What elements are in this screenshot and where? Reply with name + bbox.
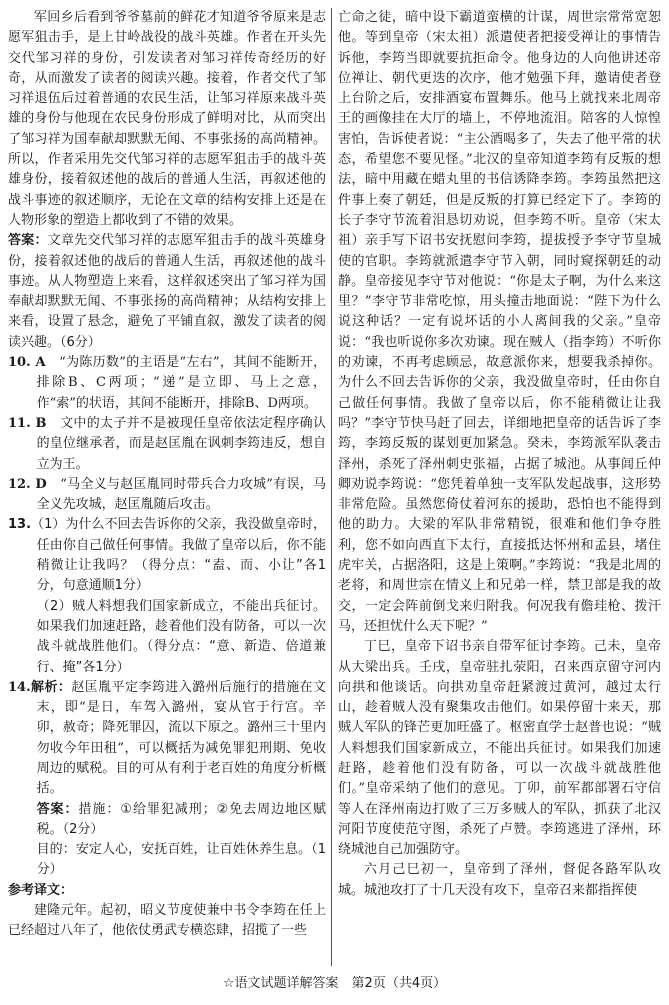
question-10-number: 10. A: [8, 355, 46, 371]
question-14-answer: [8, 800, 326, 841]
answer-label: 答案：: [8, 233, 48, 249]
left-column: [8, 8, 326, 942]
question-14-number: 14.: [8, 679, 31, 695]
question-11-text: 文中的太子并不是被现任皇帝依法定程序确认的皇位继承者，而是赵匡胤在讽刺李筠违反，想自立为王。: [36, 415, 326, 472]
question-13-number: 13.: [8, 517, 32, 533]
translation-paragraph-3: 六月己巳初一，皇帝到了泽州，督促各路军队攻城。城池攻打了十几天没有攻下，皇帝召来都指挥使: [338, 862, 661, 898]
column-divider: [331, 8, 332, 966]
question-14: [8, 678, 326, 800]
answer-text: 文章先交代邹习祥的志愿军狙击手的战斗英雄身份，接着叙述他的战后的普通人生活，再叙述他的战斗事迹。从人物塑造上来看，这样叙述突出了邹习祥为国奉献却默默无闻、不事张扬的高尚精神；从结构安排上来看，设置了悬念，避免了平铺直叙，激发了读者的阅读兴趣。（6分）: [8, 233, 326, 350]
reference-translation-title: 参考译文：: [8, 882, 74, 898]
question-13-part1: （1）为什么不回去告诉你的父亲，我没做皇帝时，任由你自己做任何事情。我做了皇帝以后，你不能稍微让让我吗？（得分点：“盍、而、小让”各1分，句意通顺1分）: [31, 517, 326, 594]
essay-analysis-paragraph: 军回乡后看到爷爷墓前的鲜花才知道爷爷原来是志愿军狙击手，是上甘岭战役的战斗英雄。作者在开头先交代邹习祥的身份，引发读者对邹习祥传奇经历的好奇，从而激发了读者的阅读兴趣。接着，作者交代了邹习祥退伍后过着普通的农民生活，让邹习祥原来战斗英雄的身份与他现在农民身份形成了鲜明对比，从而突出了邹习祥为国奉献却默默无闻、不事张扬的高尚精神。所以，作者采用先交代邹习祥的志愿军狙击手的战斗英雄身份，接着叙述他的战后的普通人生活，再叙述他的战斗事迹的叙述顺序，无论在文章的结构安排上还是在人物形象的塑造上都收到了不错的效果。: [8, 10, 326, 228]
question-10-text: “为陈历数”的主语是“左右”，其间不能断开，排除B、C两项；“递”是立即、马上之意，作“索”的状语，其间不能断开，排除B、D两项。: [36, 355, 326, 411]
translation-paragraph-1-continued: 亡命之徒，暗中设下霸道蛮横的计谋，周世宗常常宽恕他。等到皇帝（宋太祖）派遣使者把接受禅让的事情告诉他，李筠当即就要抗拒命令。他身边的人向他讲述帝位禅让、朝代更迭的次序，他才勉强下拜，邀请使者登上台阶之后，安排酒宴布置舞乐。他马上就找来北周帝王的画像挂在大厅的墙上，不停地流泪。陪客的人惊惶害怕，告诉使者说：“主公酒喝多了，失去了他平常的状态，希望您不要见怪。”北汉的皇帝知道李筠有反叛的想法，暗中用藏在蜡丸里的书信诱降李筠。李筠虽然把这件事上奏了朝廷，但是反叛的打算已经定下了。李筠的长子李守节流着泪恳切劝说，但李筠不听。皇帝（宋太祖）亲手写下诏书安抚慰问李筠，提拔授予李守节皇城使的官职。李筠就派遣李守节入朝，同时窥探朝廷的动静。皇帝接见李守节对他说：“你是太子啊，为什么来这里？”李守节非常吃惊，用头撞击地面说：“陛下为什么说这种话？一定有说坏话的小人离间我的父亲。”皇帝说：“我也听说你多次劝谏。现在贼人（指李筠）不听你的劝谏，不再考虑顾忌，故意派你来，想要我杀掉你。为什么不回去告诉你的父亲，我没做皇帝时，任由你自己做任何事情。我做了皇帝以后，你不能稍微让让我吗？”李守节快马赶了回去，详细地把皇帝的话告诉了李筠，李筠反叛的谋划更加紧急。癸未，李筠派军队袭击泽州，杀死了泽州刺史张福，占据了城池。从事闾丘仲卿劝说李筠说：“您凭着单独一支军队发起战事，这形势非常危险。虽然您倚仗着河东的援助，恐怕也不能得到他的助力。大梁的军队非常精锐，很难和他们争夺胜利，您不如向西直下太行，直接抵达怀州和孟县，堵住虎牢关，占据洛阳，这是上策啊。”李筠说：“我是北周的老将，和周世宗在情义上和兄弟一样，禁卫部是我的故交，一定会阵前倒戈来归附我。何况我有儋珪枪、拨汗马，还担忧什么天下呢？”: [338, 10, 661, 634]
analysis-label: 解析：: [30, 679, 72, 695]
question-12: [8, 475, 326, 516]
question-11: [8, 414, 326, 475]
right-column: [338, 8, 661, 901]
question-12-text: “马全义与赵匡胤同时带兵合力攻城”有误，马全义先攻城，赵匡胤随后攻击。: [36, 476, 326, 513]
answer-block: [8, 231, 326, 353]
question-10: [8, 353, 326, 414]
page-footer: ☆语文试题详解答案 第2页（共4页）: [222, 976, 447, 991]
question-14-answer-text: 措施：①给罪犯减刑；②免去周边地区赋税。（2分）: [36, 801, 326, 837]
question-12-number: 12. D: [8, 476, 47, 492]
question-11-number: 11. B: [8, 415, 47, 431]
question-13-part2: （2）贼人料想我们国家新成立，不能出兵征讨。如果我们加速赶路，趁着他们没有防备，可以一次战斗就战胜他们。（得分点：“意、新造、倍道兼行、掩”各1分）: [36, 598, 326, 675]
question-14-analysis: 赵匡胤平定李筠进入潞州后施行的措施在文末，即“是日，车驾入潞州，宴从官于行宫。辛卯，赦奇；降死罪囚，流以下原之。潞州三十里内勿收今年田租”，可以概括为减免罪犯刑期、免收周边的赋税。目的可从有利于老百姓的角度分析概括。: [36, 679, 326, 797]
question-14-answer-label: 答案：: [36, 801, 79, 817]
translation-paragraph-1: 建隆元年。起初，昭义节度使兼中书令李筠在任上已经超过八年了，他依仗勇武专横恣肆，招揽了一些: [8, 903, 326, 939]
question-13: [8, 515, 326, 596]
translation-paragraph-2: 丁巳，皇帝下诏书亲自带军征讨李筠。己未，皇帝从大梁出兵。壬戌，皇帝驻扎荥阳，召来西京留守河内向拱和他谈话。向拱劝皇帝赶紧渡过黄河，越过太行山，趁着贼人没有聚集攻击他们。如果停留十来天，那贼人军队的锋芒更加旺盛了。枢密直学士赵普也说：“贼人料想我们国家新成立，不能出兵征讨。如果我们加速赶路，趁着他们没有防备，可以一次战斗就战胜他们。”皇帝采纳了他们的意见。丁卯，前军都部署石守信等人在泽州南边打败了三万多贼人的军队，抓获了北汉河阳节度使范守图，杀死了卢赞。李筠逃进了泽州，环绕城池自己加强防守。: [338, 639, 661, 858]
question-14-goal: 目的：安定人心，安抚百姓，让百姓休养生息。（1分）: [36, 842, 326, 878]
